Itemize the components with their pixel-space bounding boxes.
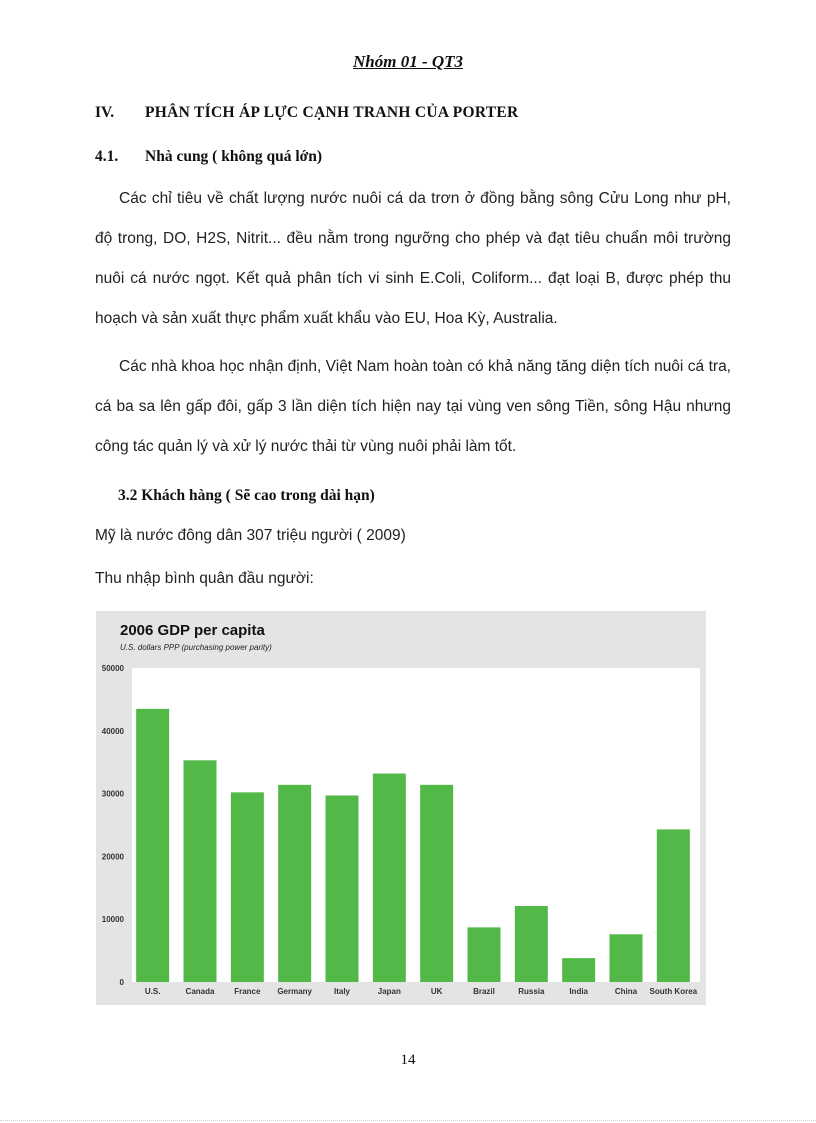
y-tick-label: 30000 xyxy=(101,789,124,799)
y-tick-label: 50000 xyxy=(101,664,124,673)
footer-divider xyxy=(0,1120,816,1121)
bar-india xyxy=(562,958,595,982)
x-tick-label: China xyxy=(614,987,638,996)
x-tick-label: UK xyxy=(430,987,443,996)
subsection-title: Nhà cung ( không quá lớn) xyxy=(145,148,322,165)
bar-china xyxy=(610,934,643,982)
bar-germany xyxy=(278,785,311,982)
gdp-chart xyxy=(96,611,706,1005)
bar-france xyxy=(231,792,264,982)
section-number: IV. xyxy=(95,104,115,121)
x-tick-label: Japan xyxy=(377,987,401,996)
x-tick-label: South Korea xyxy=(649,987,698,996)
subsection-customers-title: 3.2 Khách hàng ( Sẽ cao trong dài hạn) xyxy=(118,487,375,504)
bar-uk xyxy=(420,785,453,982)
x-tick-label: France xyxy=(234,987,261,996)
y-tick-label: 0 xyxy=(119,978,124,987)
subsection-number: 4.1. xyxy=(95,148,119,165)
y-tick-label: 40000 xyxy=(101,726,124,736)
x-tick-label: U.S. xyxy=(144,987,161,996)
x-tick-label: Russia xyxy=(518,987,545,996)
population-line: Mỹ là nước đông dân 307 triệu người ( 2009) xyxy=(95,527,406,544)
section-title: PHÂN TÍCH ÁP LỰC CẠNH TRANH CỦA PORTER xyxy=(145,104,519,121)
x-tick-label: Germany xyxy=(277,987,313,996)
x-tick-label: Italy xyxy=(333,987,351,996)
paragraph-suppliers-capacity: Các nhà khoa học nhận định, Việt Nam hoàn toàn có khả năng tăng diện tích nuôi cá tra, cá ba sa lên gấp đôi, gấp 3 lần diện tích hiện nay tại vùng ven sông Tiền, sông Hậu nhưng công tác quản lý và xử lý nước thải từ vùng nuôi phải làm tốt. xyxy=(95,358,731,455)
bar-italy xyxy=(326,795,359,982)
bar-south-korea xyxy=(657,829,690,982)
x-tick-label: Brazil xyxy=(473,987,495,996)
bar-japan xyxy=(373,774,406,982)
bar-canada xyxy=(184,760,217,982)
paragraph-suppliers-quality: Các chỉ tiêu về chất lượng nước nuôi cá da trơn ở đồng bằng sông Cửu Long như pH, độ trong, DO, H2S, Nitrit... đều nằm trong ngưỡng cho phép và đạt tiêu chuẩn môi trường nuôi cá nước ngọt. Kết quả phân tích vi sinh E.Coli, Coliform... đạt loại B, được phép thu hoạch và sản xuất thực phẩm xuất khẩu vào EU, Hoa Kỳ, Australia. xyxy=(95,190,731,327)
bar-russia xyxy=(515,906,548,982)
chart-title: 2006 GDP per capita xyxy=(120,622,265,639)
bar-u-s xyxy=(136,709,169,982)
x-tick-label: India xyxy=(569,987,589,996)
y-tick-label: 10000 xyxy=(101,915,124,925)
page-number: 14 xyxy=(400,1052,416,1068)
chart-subtitle: U.S. dollars PPP (purchasing power parity) xyxy=(120,643,272,652)
bar-brazil xyxy=(468,927,501,982)
page-header: Nhóm 01 - QT3 xyxy=(352,52,464,71)
gdp-chart-svg xyxy=(96,611,706,1005)
y-tick-label: 20000 xyxy=(101,852,124,862)
income-line: Thu nhập bình quân đầu người: xyxy=(95,570,314,587)
x-tick-label: Canada xyxy=(185,987,215,996)
